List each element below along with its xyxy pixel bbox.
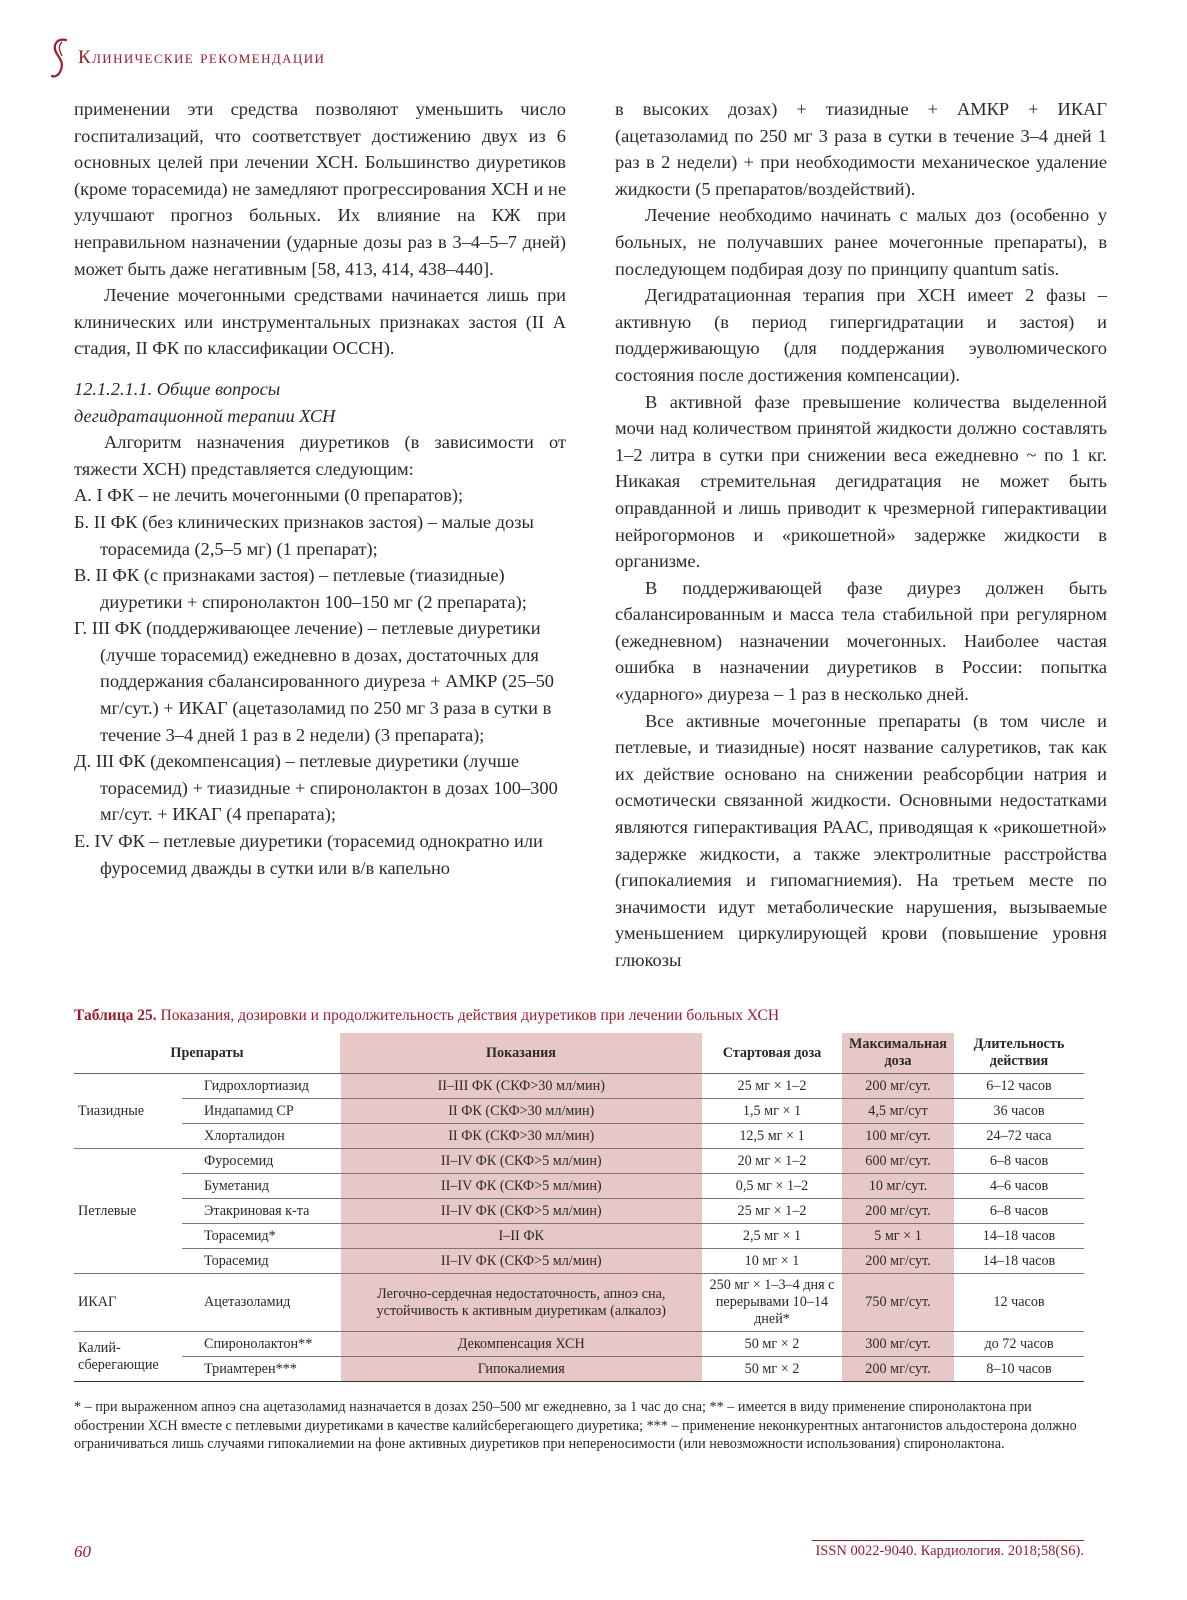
start-dose: 2,5 мг × 1 — [702, 1224, 842, 1249]
group-label: ИКАГ — [74, 1274, 182, 1332]
indication: II ФК (СКФ>30 мл/мин) — [340, 1124, 702, 1149]
duration: 6–12 часов — [954, 1074, 1084, 1099]
max-dose: 200 мг/сут. — [842, 1074, 954, 1099]
max-dose: 300 мг/сут. — [842, 1332, 954, 1357]
max-dose: 10 мг/сут. — [842, 1174, 954, 1199]
paragraph: Дегидратационная терапия при ХСН имеет 2 фазы – активную (в период гипергидратации и застоя) и поддерживающую (для поддержания эуволюмического состояния после достижения компенсации). — [615, 285, 1107, 385]
drug-name: Хлорталидон — [182, 1124, 340, 1149]
group-label: Тиазидные — [74, 1074, 182, 1149]
indication: II–IV ФК (СКФ>5 мл/мин) — [340, 1174, 702, 1199]
start-dose: 250 мг × 1–3–4 дня с перерывами 10–14 дней* — [702, 1274, 842, 1332]
max-dose: 100 мг/сут. — [842, 1124, 954, 1149]
paragraph: Лечение необходимо начинать с малых доз (особенно у больных, не получавших ранее мочегонные препараты), в последующем подбирая дозу по принципу quantum satis. — [615, 205, 1107, 279]
table-row — [74, 1174, 1084, 1199]
right-column — [615, 96, 1107, 974]
table-caption-label: Таблица 25. — [74, 1007, 157, 1024]
stylized-s-logo-icon — [48, 36, 72, 80]
table-caption — [74, 1007, 1084, 1025]
duration: 24–72 часа — [954, 1124, 1084, 1149]
drug-name: Спиронолактон** — [182, 1332, 340, 1357]
drug-name: Фуросемид — [182, 1149, 340, 1174]
paragraph: применении эти средства позволяют уменьшить число госпитализаций, что соответствует достижению двух из 6 основных целей при лечении ХСН. Большинство диуретиков (кроме торасемида) не замедляют прогрессирования ХСН и не улучшают прогноз больных. Их влияние на КЖ при неправильном назначении (ударные дозы раз в 3–4–5–7 дней) может быть даже негативным [58, 413, 414, 438–440]. — [74, 99, 566, 279]
paragraph: В активной фазе превышение количества выделенной мочи над количеством принятой жидкости должно составлять 1–2 литра в сутки при снижении веса ежедневно ~ по 1 кг. Никакая стремительная дегидратация не может быть оправданной и лишь приводит к чрезмерной гиперактивации нейрогормонов и «рикошетной» задержке жидкости в организме. — [615, 391, 1107, 572]
table-row — [74, 1199, 1084, 1224]
list-item: Д. III ФК (декомпенсация) – петлевые диуретики (лучше торасемид) + тиазидные + спиронолактон в дозах 100–300 мг/сут. + ИКАГ (4 препарата); — [74, 751, 558, 825]
drug-name: Триамтерен*** — [182, 1357, 340, 1382]
max-dose: 4,5 мг/сут — [842, 1099, 954, 1124]
footer-divider — [812, 1540, 1084, 1541]
list-item: Б. II ФК (без клинических признаков застоя) – малые дозы торасемида (2,5–5 мг) (1 препарат); — [74, 511, 534, 559]
paragraph: Все активные мочегонные препараты (в том числе и петлевые, и тиазидные) носят название салуретиков, так как их действие основано на снижении реабсорбции натрия и осмотически связанной жидкости. Основными недостатками являются гиперактивация РААС, приводящая к «рикошетной» задержке жидкости, а также электролитные расстройства (гипокалиемия и гипомагниемия). На третьем месте по значимости идут метаболические нарушения, вызываемые уменьшением циркулирующей крови (повышение уровня глюкозы — [615, 710, 1107, 970]
header-start-dose: Стартовая доза — [702, 1033, 842, 1074]
drug-name: Индапамид СР — [182, 1099, 340, 1124]
start-dose: 12,5 мг × 1 — [702, 1124, 842, 1149]
start-dose: 0,5 мг × 1–2 — [702, 1174, 842, 1199]
start-dose: 25 мг × 1–2 — [702, 1199, 842, 1224]
max-dose: 200 мг/сут. — [842, 1357, 954, 1382]
indication: Гипокалиемия — [340, 1357, 702, 1382]
drug-name: Этакриновая к-та — [182, 1199, 340, 1224]
drug-name: Буметанид — [182, 1174, 340, 1199]
table-row — [74, 1332, 1084, 1357]
list-item: А. I ФК – не лечить мочегонными (0 препаратов); — [74, 485, 464, 506]
subsection-heading: 12.1.2.1.1. Общие вопросы — [74, 378, 281, 399]
start-dose: 50 мг × 2 — [702, 1332, 842, 1357]
drug-name: Гидрохлортиазид — [182, 1074, 340, 1099]
diuretics-table — [74, 1033, 1084, 1382]
journal-citation: ISSN 0022-9040. Кардиология. 2018;58(S6). — [815, 1543, 1084, 1559]
indication: II–IV ФК (СКФ>5 мл/мин) — [340, 1199, 702, 1224]
duration: 12 часов — [954, 1274, 1084, 1332]
table-row — [74, 1224, 1084, 1249]
max-dose: 200 мг/сут. — [842, 1249, 954, 1274]
list-item: В. II ФК (с признаками застоя) – петлевые (тиазидные) диуретики + спиронолактон 100–150 мг (2 препарата); — [74, 565, 527, 612]
max-dose: 5 мг × 1 — [842, 1224, 954, 1249]
duration: 36 часов — [954, 1099, 1084, 1124]
paragraph: Лечение мочегонными средствами начинается лишь при клинических или инструментальных признаках застоя (II А стадия, II ФК по классификации ОССН). — [74, 285, 566, 359]
indication: II–III ФК (СКФ>30 мл/мин) — [340, 1074, 702, 1099]
section-title: Клинические рекомендации — [78, 47, 326, 68]
indication: I–II ФК — [340, 1224, 702, 1249]
duration: 4–6 часов — [954, 1174, 1084, 1199]
table-caption-text: Показания, дозировки и продолжительность действия диуретиков при лечении больных ХСН — [160, 1007, 780, 1024]
paragraph: в высоких дозах) + тиазидные + АМКР + ИКАГ (ацетазоламид по 250 мг 3 раза в сутки в течение 3–4 дней 1 раз в 2 недели) + при необходимости механическое удаление жидкости (5 препаратов/воздействий). — [615, 99, 1107, 199]
paragraph: В поддерживающей фазе диурез должен быть сбалансированным и масса тела стабильной при регулярном (ежедневном) назначении мочегонных. Наиболее частая ошибка в назначении диуретиков в России: попытка «ударного» диуреза – 1 раз в несколько дней. — [615, 577, 1107, 705]
paragraph: Алгоритм назначения диуретиков (в зависимости от тяжести ХСН) представляется следующим: — [74, 432, 566, 479]
max-dose: 750 мг/сут. — [842, 1274, 954, 1332]
indication: II–IV ФК (СКФ>5 мл/мин) — [340, 1149, 702, 1174]
group-label: Калий-сберегающие — [74, 1332, 182, 1382]
max-dose: 600 мг/сут. — [842, 1149, 954, 1174]
table-row — [74, 1099, 1084, 1124]
start-dose: 20 мг × 1–2 — [702, 1149, 842, 1174]
indication: Легочно-сердечная недостаточность, апноэ сна, устойчивость к активным диуретикам (алкалоз) — [340, 1274, 702, 1332]
header-drugs: Препараты — [74, 1033, 340, 1074]
subsection-heading: дегидратационной терапии ХСН — [74, 405, 336, 426]
drug-name: Торасемид* — [182, 1224, 340, 1249]
header-indications: Показания — [340, 1033, 702, 1074]
left-column — [74, 96, 566, 881]
group-label: Петлевые — [74, 1149, 182, 1274]
indication: II ФК (СКФ>30 мл/мин) — [340, 1099, 702, 1124]
start-dose: 50 мг × 2 — [702, 1357, 842, 1382]
duration: 6–8 часов — [954, 1199, 1084, 1224]
start-dose: 10 мг × 1 — [702, 1249, 842, 1274]
table-row — [74, 1149, 1084, 1174]
list-item: Г. III ФК (поддерживающее лечение) – петлевые диуретики (лучше торасемид) ежедневно в дозах, достаточных для поддержания сбалансированного диуреза + АМКР (25–50 мг/сут.) + ИКАГ (ацетазоламид по 250 мг 3 раза в сутки в течение 3–4 дней 1 раз в 2 недели) (3 препарата); — [74, 618, 554, 745]
table-row — [74, 1074, 1084, 1099]
list-item: Е. IV ФК – петлевые диуретики (торасемид однократно или фуросемид дважды в сутки или в/в капельно — [74, 831, 543, 878]
header-max-dose: Максимальная доза — [842, 1033, 954, 1074]
table-row — [74, 1124, 1084, 1149]
table-row — [74, 1357, 1084, 1382]
table-row — [74, 1249, 1084, 1274]
duration: до 72 часов — [954, 1332, 1084, 1357]
duration: 8–10 часов — [954, 1357, 1084, 1382]
drug-name: Ацетазоламид — [182, 1274, 340, 1332]
max-dose: 200 мг/сут. — [842, 1199, 954, 1224]
page-header — [48, 36, 325, 80]
table-row — [74, 1274, 1084, 1332]
indication: Декомпенсация ХСН — [340, 1332, 702, 1357]
duration: 14–18 часов — [954, 1224, 1084, 1249]
table-header-row — [74, 1033, 1084, 1074]
duration: 6–8 часов — [954, 1149, 1084, 1174]
indication: II–IV ФК (СКФ>5 мл/мин) — [340, 1249, 702, 1274]
start-dose: 25 мг × 1–2 — [702, 1074, 842, 1099]
start-dose: 1,5 мг × 1 — [702, 1099, 842, 1124]
table-footnote: * – при выраженном апноэ сна ацетазоламид назначается в дозах 250–500 мг ежедневно, за 1 час до сна; ** – имеется в виду применение спиронолактона при обострении ХСН вместе с петлевыми диуретиками в качестве калийсберегающего диуретика; *** – применение неконкурентных антагонистов альдостерона должно ограничиваться лишь случаями гипокалиемии на фоне активных диуретиков при непереносимости (или невозможности использования) спиронолактона. — [74, 1399, 1077, 1452]
drug-name: Торасемид — [182, 1249, 340, 1274]
header-duration: Длительность действия — [954, 1033, 1084, 1074]
duration: 14–18 часов — [954, 1249, 1084, 1274]
page-number: 60 — [74, 1542, 91, 1561]
